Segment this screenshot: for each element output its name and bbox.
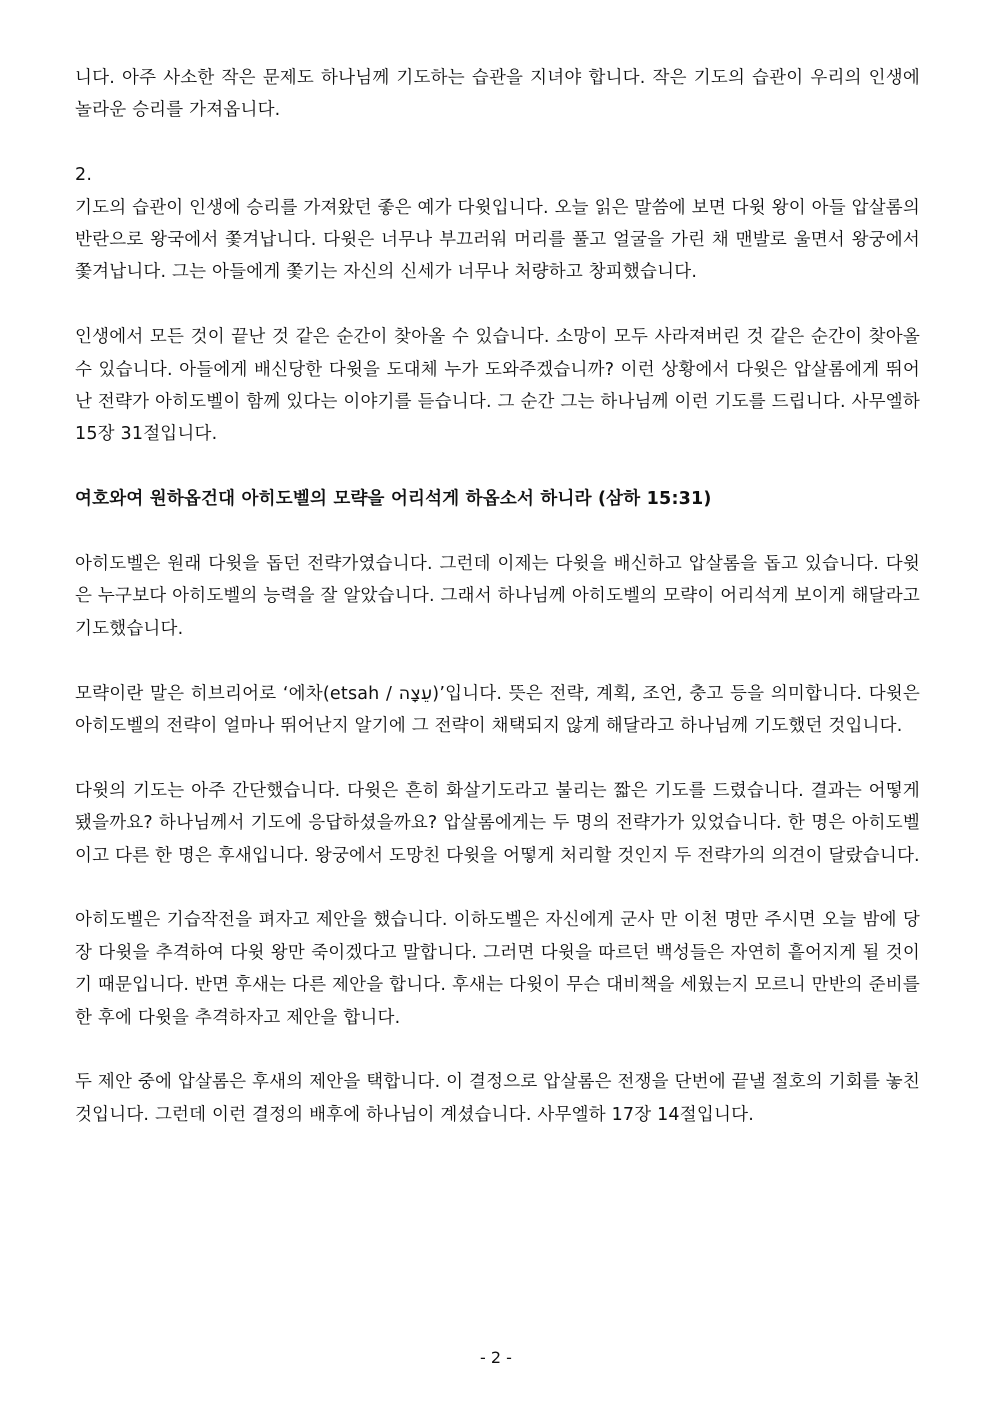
- paragraph-7: 아히도벨은 기습작전을 펴자고 제안을 했습니다. 이하도벨은 자신에게 군사 만 이천 명만 주시면 오늘 밤에 당장 다윗을 추격하여 다윗 왕만 죽이겠다고 말합니다. 그러면 다윗을 따르던 백성들은 자연히 흩어지게 될 것이기 때문입니다. 반면 후새는 다른 제안을 합니다. 후새는 다윗이 무슨 대비책을 세웠는지 모르니 만반의 준비를 한 후에 다윗을 추격하자고 제안을 합니다.: [75, 910, 920, 1028]
- paragraph-6: 다윗의 기도는 아주 간단했습니다. 다윗은 흔히 화살기도라고 불리는 짧은 기도를 드렸습니다. 결과는 어떻게 됐을까요? 하나님께서 기도에 응답하셨을까요? 압살롬에게는 두 명의 전략가가 있었습니다. 한 명은 아히도벨이고 다른 한 명은 후새입니다. 왕궁에서 도망친 다윗을 어떻게 처리할 것인지 두 전략가의 의견이 달랐습니다.: [75, 780, 920, 866]
- paragraph-1: 니다. 아주 사소한 작은 문제도 하나님께 기도하는 습관을 지녀야 합니다. 작은 기도의 습관이 우리의 인생에 놀라운 승리를 가져옵니다.: [75, 68, 920, 121]
- section-number: 2.: [75, 165, 93, 186]
- scripture-verse: 여호와여 원하옵건대 아히도벨의 모략을 어리석게 하옵소서 하니라 (삼하 15:31): [75, 489, 712, 510]
- page-number: - 2 -: [480, 1348, 512, 1367]
- document-body: [75, 62, 920, 1164]
- paragraph-3: 인생에서 모든 것이 끝난 것 같은 순간이 찾아올 수 있습니다. 소망이 모두 사라져버린 것 같은 순간이 찾아올 수 있습니다. 아들에게 배신당한 다윗을 도대체 누가 도와주겠습니까? 이런 상황에서 다윗은 압살롬에게 뛰어난 전략가 아히도벨이 함께 있다는 이야기를 듣습니다. 그 순간 그는 하나님께 이런 기도를 드립니다. 사무엘하 15장 31절입니다.: [75, 327, 920, 445]
- paragraph-2: 기도의 습관이 인생에 승리를 가져왔던 좋은 예가 다윗입니다. 오늘 읽은 말씀에 보면 다윗 왕이 아들 압살롬의 반란으로 왕국에서 쫓겨납니다. 다윗은 너무나 부끄러워 머리를 풀고 얼굴을 가린 채 맨발로 울면서 왕궁에서 쫓겨납니다. 그는 아들에게 쫓기는 자신의 신세가 너무나 처량하고 창피했습니다.: [75, 197, 920, 283]
- paragraph-4: 아히도벨은 원래 다윗을 돕던 전략가였습니다. 그런데 이제는 다윗을 배신하고 압살롬을 돕고 있습니다. 다윗은 누구보다 아히도벨의 능력을 잘 알았습니다. 그래서 하나님께 아히도벨의 모략이 어리석게 보이게 해달라고 기도했습니다.: [75, 554, 920, 639]
- paragraph-5: 모략이란 말은 히브리어로 ‘에차(etsah / עֵצָה)’입니다. 뜻은 전략, 계획, 조언, 충고 등을 의미합니다. 다윗은 아히도벨의 전략이 얼마나 뛰어난지 알기에 그 전략이 채택되지 않게 해달라고 하나님께 기도했던 것입니다.: [75, 683, 921, 737]
- paragraph-8: 두 제안 중에 압살롬은 후새의 제안을 택합니다. 이 결정으로 압살롬은 전쟁을 단번에 끝낼 절호의 기회를 놓친 것입니다. 그런데 이런 결정의 배후에 하나님이 계셨습니다. 사무엘하 17장 14절입니다.: [75, 1072, 920, 1125]
